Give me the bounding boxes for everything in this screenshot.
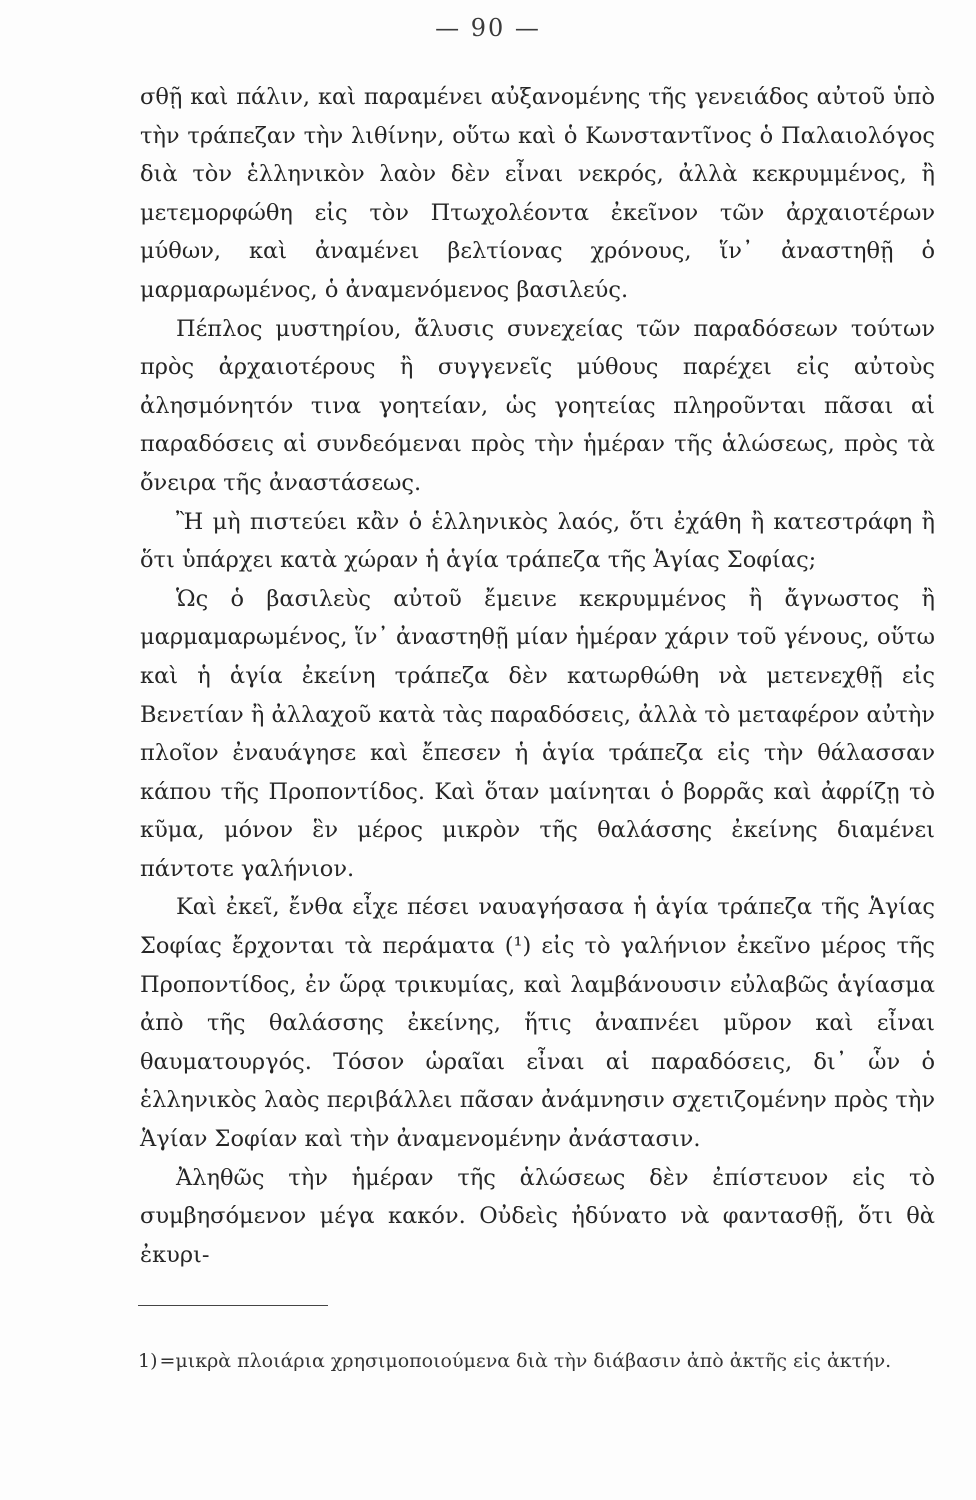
body-text [140,78,935,1274]
page-number: — 90 — [435,14,541,42]
paragraph: Πέπλος μυστηρίου, ἄλυσις συνεχείας τῶν παραδόσεων τούτων πρὸς ἀρχαιοτέρους ἢ συγγενεῖς μύθους παρέχει εἰς αὐτοὺς ἀλησμόνητόν τινα γοητείαν, ὡς γοητείας πληροῦνται πᾶσαι αἱ παραδόσεις αἱ συνδεόμεναι πρὸς τὴν ἡμέραν τῆς ἁλώσεως, πρὸς τὰ ὄνειρα τῆς ἀναστάσεως. [140,315,935,496]
paragraph: Καὶ ἐκεῖ, ἔνθα εἶχε πέσει ναυαγήσασα ἡ ἁγία τράπεζα τῆς Ἁγίας Σοφίας ἔρχονται τὰ περάματα (¹) εἰς τὸ γαλήνιον ἐκεῖνο μέρος τῆς Προποντίδος, ἐν ὥρᾳ τρικυμίας, καὶ λαμβάνουσιν εὐλαβῶς ἁγίασμα ἀπὸ τῆς θαλάσσης ἐκείνης, ἥτις ἀναπνέει μῦρον καὶ εἶναι θαυματουργός. Τόσον ὡραῖαι εἶναι αἱ παραδόσεις, δι᾽ ὧν ὁ ἑλληνικὸς λαὸς περιβάλλει πᾶσαν ἀνάμνησιν σχετιζομένην πρὸς τὴν Ἁγίαν Σοφίαν καὶ τὴν ἀναμενομένην ἀνάστασιν. [140,894,935,1153]
paragraph: Ἢ μὴ πιστεύει κἂν ὁ ἑλληνικὸς λαός, ὅτι ἐχάθη ἢ κατεστράφη ἢ ὅτι ὑπάρχει κατὰ χώραν ἡ ἁγία τράπεζα τῆς Ἁγίας Σοφίας; [140,508,935,574]
footnote [138,1346,935,1376]
footnote-text: =μικρὰ πλοιάρια χρησιμοποιούμενα διὰ τὴν διάβασιν ἀπὸ ἀκτῆς εἰς ἀκτήν. [159,1350,892,1372]
paragraph: Ὡς ὁ βασιλεὺς αὐτοῦ ἔμεινε κεκρυμμένος ἢ ἄγνωστος ἢ μαρμαμαρωμένος, ἵν᾽ ἀναστηθῇ μίαν ἡμέραν χάριν τοῦ γένους, οὕτω καὶ ἡ ἁγία ἐκείνη τράπεζα δὲν κατωρθώθη νὰ μετενεχθῇ εἰς Βενετίαν ἢ ἀλλαχοῦ κατὰ τὰς παραδόσεις, ἀλλὰ τὸ μεταφέρον αὐτὴν πλοῖον ἐναυάγησε καὶ ἔπεσεν ἡ ἁγία τράπεζα εἰς τὴν θάλασσαν κάπου τῆς Προποντίδος. Καὶ ὅταν μαίνηται ὁ βορρᾶς καὶ ἀφρίζῃ τὸ κῦμα, μόνον ἓν μέρος μικρὸν τῆς θαλάσσης ἐκείνης διαμένει πάντοτε γαλήνιον. [140,585,935,882]
footnote-mark: 1) [138,1350,158,1372]
paragraph: Ἀληθῶς τὴν ἡμέραν τῆς ἁλώσεως δὲν ἐπίστευον εἰς τὸ συμβησόμενον μέγα κακόν. Οὐδεὶς ἠδύνατο νὰ φαντασθῇ, ὅτι θὰ ἐκυρι- [140,1164,935,1268]
footnote-divider [138,1305,328,1306]
paragraph-continuation: σθῇ καὶ πάλιν, καὶ παραμένει αὐξανομένης τῆς γενειάδος αὐτοῦ ὑπὸ τὴν τράπεζαν τὴν λιθίνην, οὕτω καὶ ὁ Κωνσταντῖνος ὁ Παλαιολόγος διὰ τὸν ἑλληνικὸν λαὸν δὲν εἶναι νεκρός, ἀλλὰ κεκρυμμένος, ἢ μετεμορφώθη εἰς τὸν Πτωχολέοντα ἐκεῖνον τῶν ἀρχαιοτέρων μύθων, καὶ ἀναμένει βελτίονας χρόνους, ἵν᾽ ἀναστηθῇ ὁ μαρμαρωμένος, ὁ ἀναμενόμενος βασιλεύς. [140,84,935,303]
